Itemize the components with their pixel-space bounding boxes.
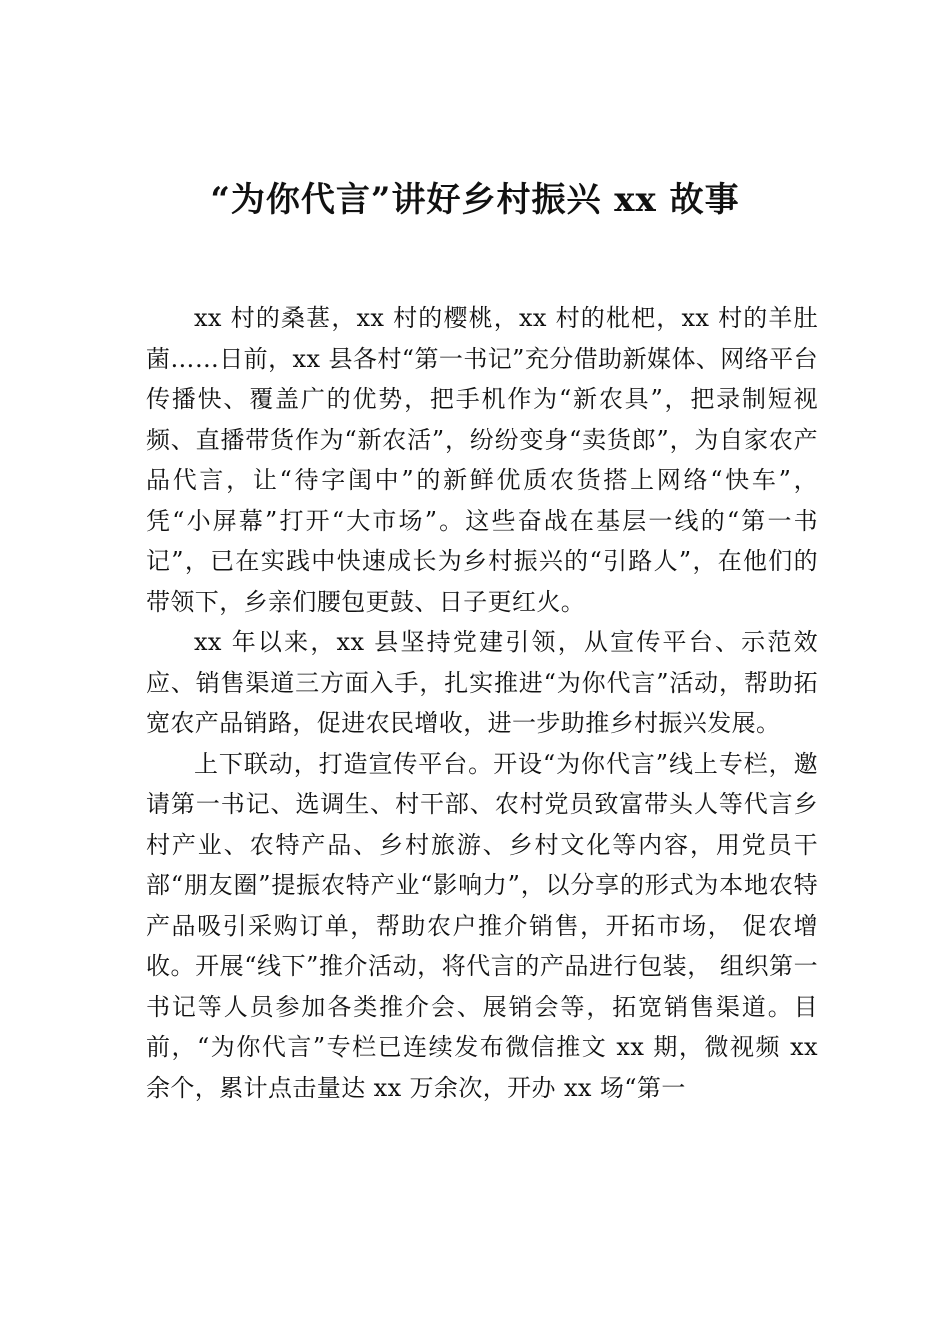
document-body xyxy=(146,298,818,1108)
paragraph-overview: xx 年以来，xx 县坚持党建引领，从宣传平台、示范效应、销售渠道三方面入手，扎实推进“为你代言”活动，帮助拓宽农产品销路，促进农民增收，进一步助推乡村振兴发展。 xyxy=(146,628,818,737)
document-title: “为你代言”讲好乡村振兴 xx 故事 xyxy=(210,180,740,220)
paragraph-intro: xx 村的桑葚，xx 村的樱桃，xx 村的枇杷，xx 村的羊肚菌……日前，xx 县各村“第一书记”充分借助新媒体、网络平台传播快、覆盖广的优势，把手机作为“新农具”，把录制短视频、直播带货作为“新农活”，纷纷变身“卖货郎”，为自家农产品代言，让“待字闺中”的新鲜优质农货搭上网络“快车”，凭“小屏幕”打开“大市场”。这些奋战在基层一线的“第一书记”，已在实践中快速成长为乡村振兴的“引路人”，在他们的带领下，乡亲们腰包更鼓、日子更红火。 xyxy=(146,304,818,616)
paragraph-publicity-platform: 上下联动，打造宣传平台。开设“为你代言”线上专栏，邀请第一书记、选调生、村干部、农村党员致富带头人等代言乡村产业、农特产品、乡村旅游、乡村文化等内容，用党员干部“朋友圈”提振农特产业“影响力”，以分享的形式为本地农特产品吸引采购订单，帮助农户推介销售，开拓市场， 促农增收。开展“线下”推介活动，将代言的产品进行包装， 组织第一书记等人员参加各类推介会、展销会等，拓宽销售渠道。目前，“为你代言”专栏已连续发布微信推文 xx 期，微视频 xx 余个，累计点击量达 xx 万余次，开办 xx 场“第一 xyxy=(146,749,818,1102)
